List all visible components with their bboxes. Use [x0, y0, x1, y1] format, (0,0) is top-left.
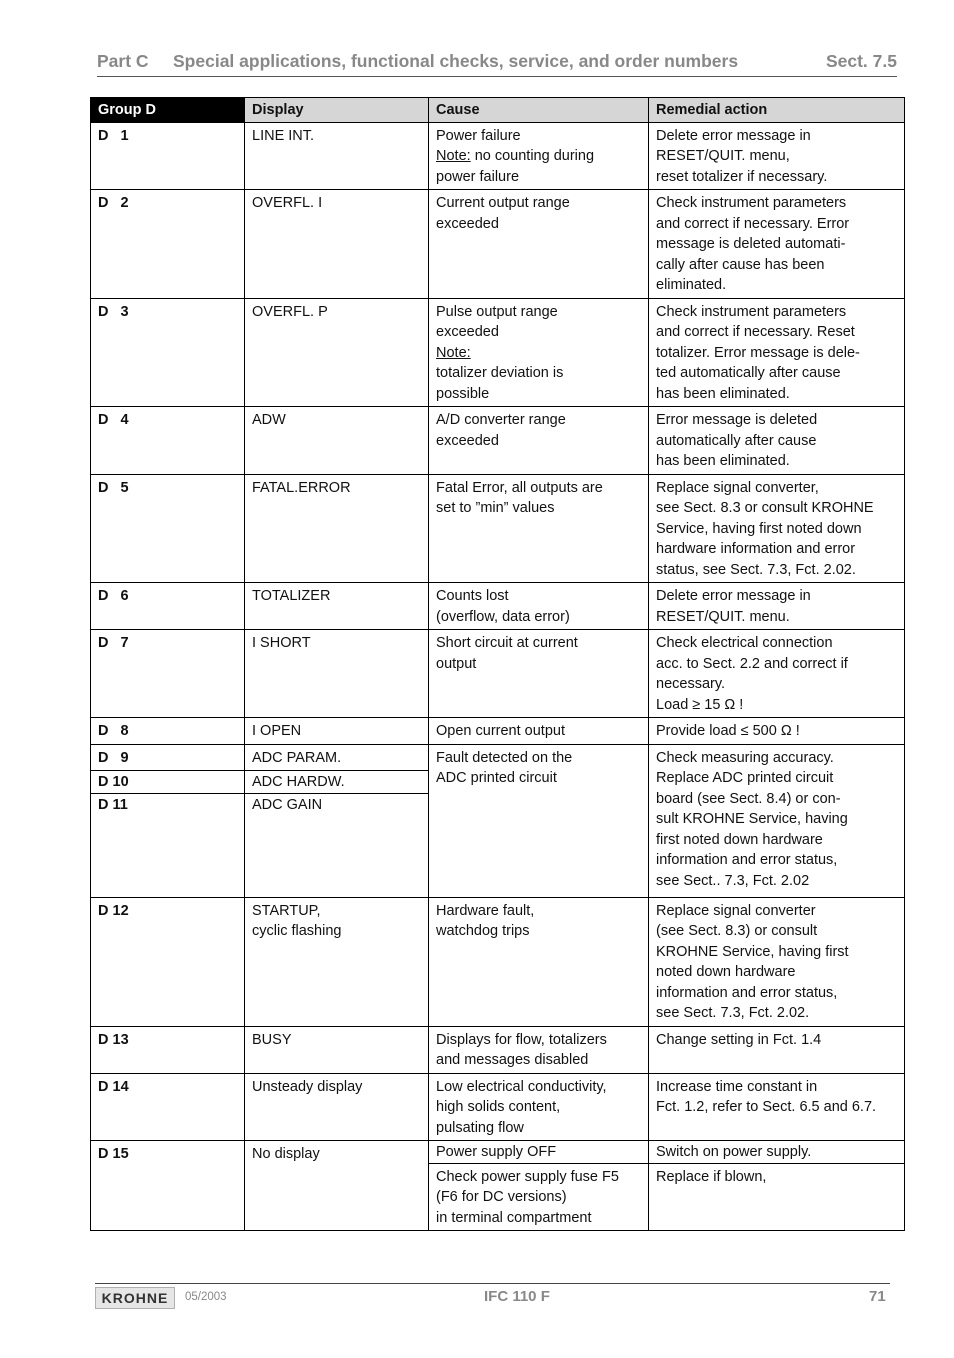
table-header-row: [91, 98, 905, 123]
display-cell: ADW: [245, 407, 429, 475]
display-cell: No display: [245, 1141, 429, 1231]
table-row: [91, 298, 905, 407]
action-cell: Replace signal converter (see Sect. 8.3) or consult KROHNE Service, having first noted down hardware information and error status, see Sect. 7.3, Fct. 2.02.: [649, 897, 905, 1026]
display-cell: Unsteady display: [245, 1073, 429, 1141]
cause-cell: Counts lost (overflow, data error): [429, 583, 649, 630]
table-row: [91, 474, 905, 583]
header-part: Part C: [97, 51, 149, 71]
error-code: D 14: [91, 1073, 245, 1141]
table-row: [91, 190, 905, 299]
display-cell: I OPEN: [245, 718, 429, 745]
error-code: D 12: [91, 897, 245, 1026]
display-cell: ADC PARAM.: [245, 744, 429, 771]
error-code: D 9: [91, 744, 245, 771]
error-code: D 10: [91, 771, 245, 794]
error-table: [90, 97, 905, 1231]
cause-cell: Fault detected on the ADC printed circuit: [429, 744, 649, 897]
note-label: Note:: [436, 344, 471, 361]
cause-cell: Power failure Note: no counting during power failure: [429, 122, 649, 190]
page-header: [97, 50, 897, 77]
cause-cell: A/D converter range exceeded: [429, 407, 649, 475]
action-cell: Error message is deleted automatically after cause has been eliminated.: [649, 407, 905, 475]
cause-cell: Open current output: [429, 718, 649, 745]
table-row: [91, 1073, 905, 1141]
cause-cell: Displays for flow, totalizers and messages disabled: [429, 1026, 649, 1073]
error-code: D 1: [91, 122, 245, 190]
display-cell: LINE INT.: [245, 122, 429, 190]
error-code: D 3: [91, 298, 245, 407]
cause-cell: Pulse output range exceeded Note: totalizer deviation is possible: [429, 298, 649, 407]
table-row: [91, 1141, 905, 1164]
cause-cell: Low electrical conductivity, high solids content, pulsating flow: [429, 1073, 649, 1141]
action-cell: Delete error message in RESET/QUIT. menu, reset totalizer if necessary.: [649, 122, 905, 190]
table-row: [91, 1026, 905, 1073]
page-number: 71: [869, 1288, 886, 1305]
error-code: D 6: [91, 583, 245, 630]
footer-product: IFC 110 F: [484, 1288, 550, 1305]
error-code: D 5: [91, 474, 245, 583]
header-section: Sect. 7.5: [825, 51, 897, 71]
table-row: [91, 897, 905, 1026]
krohne-logo: KROHNE: [95, 1287, 175, 1309]
action-cell: Provide load ≤ 500 Ω !: [649, 718, 905, 745]
table-row: [91, 744, 905, 771]
error-code: D 8: [91, 718, 245, 745]
col-header-group: Group D: [91, 98, 245, 123]
error-code: D 2: [91, 190, 245, 299]
action-cell: Check instrument parameters and correct if necessary. Error message is deleted automati- cally after cause has been eliminated.: [649, 190, 905, 299]
cause-cell: Short circuit at current output: [429, 630, 649, 718]
display-cell: BUSY: [245, 1026, 429, 1073]
error-code: D 13: [91, 1026, 245, 1073]
display-cell: STARTUP, cyclic flashing: [245, 897, 429, 1026]
action-cell: Increase time constant in Fct. 1.2, refer to Sect. 6.5 and 6.7.: [649, 1073, 905, 1141]
action-cell: Check measuring accuracy. Replace ADC printed circuit board (see Sect. 8.4) or con- sult KROHNE Service, having first noted down hardware information and error status, see Sect.. 7.3, Fct. 2.02: [649, 744, 905, 897]
cause-cell: Power supply OFF: [429, 1141, 649, 1164]
display-cell: TOTALIZER: [245, 583, 429, 630]
col-header-remedial-action: Remedial action: [649, 98, 905, 123]
action-cell: Change setting in Fct. 1.4: [649, 1026, 905, 1073]
error-code: D 15: [91, 1141, 245, 1231]
action-cell: Replace signal converter, see Sect. 8.3 or consult KROHNE Service, having first noted down hardware information and error status, see Sect. 7.3, Fct. 2.02.: [649, 474, 905, 583]
action-cell: Check electrical connection acc. to Sect. 2.2 and correct if necessary. Load ≥ 15 Ω !: [649, 630, 905, 718]
action-cell: Delete error message in RESET/QUIT. menu.: [649, 583, 905, 630]
table-row: [91, 583, 905, 630]
error-code: D 11: [91, 793, 245, 897]
display-cell: I SHORT: [245, 630, 429, 718]
table-row: [91, 630, 905, 718]
table-row: [91, 718, 905, 745]
action-cell: Switch on power supply.: [649, 1141, 905, 1164]
header-title: Special applications, functional checks, service, and order numbers: [173, 51, 739, 71]
cause-cell: Current output range exceeded: [429, 190, 649, 299]
error-code: D 4: [91, 407, 245, 475]
footer-divider: [95, 1283, 890, 1284]
display-cell: ADC GAIN: [245, 793, 429, 897]
cause-cell: Hardware fault, watchdog trips: [429, 897, 649, 1026]
cause-cell: Fatal Error, all outputs are set to ”min” values: [429, 474, 649, 583]
action-cell: Replace if blown,: [649, 1163, 905, 1231]
display-cell: OVERFL. P: [245, 298, 429, 407]
action-cell: Check instrument parameters and correct if necessary. Reset totalizer. Error message is dele- ted automatically after cause has been eliminated.: [649, 298, 905, 407]
col-header-display: Display: [245, 98, 429, 123]
table-row: [91, 407, 905, 475]
error-code: D 7: [91, 630, 245, 718]
display-cell: OVERFL. I: [245, 190, 429, 299]
cause-cell: Check power supply fuse F5 (F6 for DC versions) in terminal compartment: [429, 1163, 649, 1231]
col-header-cause: Cause: [429, 98, 649, 123]
note-label: Note:: [436, 148, 471, 164]
table-row: [91, 122, 905, 190]
display-cell: FATAL.ERROR: [245, 474, 429, 583]
display-cell: ADC HARDW.: [245, 771, 429, 794]
footer-date: 05/2003: [185, 1291, 227, 1303]
